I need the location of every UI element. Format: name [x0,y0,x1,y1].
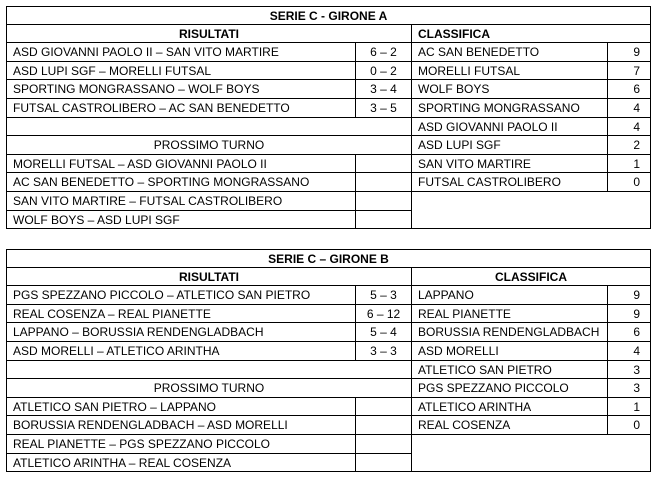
girone-a-result-match: ASD LUPI SGF – MORELLI FUTSAL [6,62,356,81]
girone-a-risultati-header: RISULTATI [6,25,412,44]
girone-a-standing-team: ASD LUPI SGF [412,136,608,155]
girone-a-spacer [6,118,412,137]
girone-a-table [6,6,651,229]
girone-a-standing-points: 0 [608,173,651,192]
girone-a-classifica-header: CLASSIFICA [412,25,651,44]
girone-a-result-score: 0 – 2 [356,62,412,81]
girone-a-standing-empty [412,192,651,211]
girone-a-standing-points: 6 [608,80,651,99]
girone-a-standing-points: 7 [608,62,651,81]
girone-a-result-match: FUTSAL CASTROLIBERO – AC SAN BENEDETTO [6,99,356,118]
girone-b-result-score: 5 – 4 [356,323,412,342]
girone-a-standing-team: AC SAN BENEDETTO [412,43,608,62]
girone-a-result-match: SPORTING MONGRASSANO – WOLF BOYS [6,80,356,99]
girone-b-standing-points: 9 [608,286,651,305]
girone-b-standing-points: 6 [608,323,651,342]
girone-b-standing-team: ASD MORELLI [412,342,608,361]
girone-b-result-match: LAPPANO – BORUSSIA RENDENGLADBACH [6,323,356,342]
girone-b-result-score: 5 – 3 [356,286,412,305]
girone-b-standing-points: 0 [608,416,651,435]
girone-a-next-match: WOLF BOYS – ASD LUPI SGF [6,211,356,230]
girone-a-prossimo-turno-header: PROSSIMO TURNO [6,136,412,155]
girone-b-standing-points: 3 [608,361,651,380]
girone-b-prossimo-turno-header: PROSSIMO TURNO [6,379,412,398]
girone-a-standing-points: 4 [608,118,651,137]
girone-b-title: SERIE C – GIRONE B [6,249,651,268]
girone-b-standing-points: 4 [608,342,651,361]
girone-a-result-score: 6 – 2 [356,43,412,62]
girone-a-standing-team: SPORTING MONGRASSANO [412,99,608,118]
girone-a-standing-team: WOLF BOYS [412,80,608,99]
girone-b-classifica-header: CLASSIFICA [412,268,651,287]
girone-a-standing-team: MORELLI FUTSAL [412,62,608,81]
girone-b-next-match: ATLETICO ARINTHA – REAL COSENZA [6,454,356,473]
girone-a-next-score [356,173,412,192]
girone-a-standing-points: 9 [608,43,651,62]
girone-b-next-score [356,435,412,454]
girone-b-standing-team: BORUSSIA RENDENGLADBACH [412,323,608,342]
girone-b-risultati-header: RISULTATI [6,268,412,287]
girone-b-standing-empty [412,454,651,473]
girone-b-standing-points: 1 [608,398,651,417]
girone-a-standing-points: 2 [608,136,651,155]
girone-a-standing-points: 1 [608,155,651,174]
girone-a-standing-empty [412,211,651,230]
girone-a-title: SERIE C - GIRONE A [6,6,651,25]
girone-b-next-match: ATLETICO SAN PIETRO – LAPPANO [6,398,356,417]
girone-b-standing-points: 3 [608,379,651,398]
girone-b-standing-empty [412,435,651,454]
girone-b-standing-team: ATLETICO SAN PIETRO [412,361,608,380]
girone-a-next-score [356,211,412,230]
girone-b-standing-points: 9 [608,305,651,324]
girone-a-result-score: 3 – 4 [356,80,412,99]
girone-b-spacer [6,361,412,380]
girone-a-next-match: SAN VITO MARTIRE – FUTSAL CASTROLIBERO [6,192,356,211]
girone-a-result-match: ASD GIOVANNI PAOLO II – SAN VITO MARTIRE [6,43,356,62]
girone-a-next-match: AC SAN BENEDETTO – SPORTING MONGRASSANO [6,173,356,192]
girone-a-standing-team: SAN VITO MARTIRE [412,155,608,174]
girone-b-next-score [356,416,412,435]
girone-b-result-match: REAL COSENZA – REAL PIANETTE [6,305,356,324]
girone-b-standing-team: REAL PIANETTE [412,305,608,324]
girone-a-standing-points: 4 [608,99,651,118]
girone-b-next-match: BORUSSIA RENDENGLADBACH – ASD MORELLI [6,416,356,435]
girone-a-next-score [356,155,412,174]
girone-a-standing-team: FUTSAL CASTROLIBERO [412,173,608,192]
girone-b-next-score [356,398,412,417]
girone-b-standing-team: REAL COSENZA [412,416,608,435]
girone-b-next-score [356,454,412,473]
girone-a-next-score [356,192,412,211]
girone-b-standing-team: LAPPANO [412,286,608,305]
girone-b-standing-team: ATLETICO ARINTHA [412,398,608,417]
girone-a-standing-team: ASD GIOVANNI PAOLO II [412,118,608,137]
girone-b-result-match: ASD MORELLI – ATLETICO ARINTHA [6,342,356,361]
girone-b-next-match: REAL PIANETTE – PGS SPEZZANO PICCOLO [6,435,356,454]
girone-b-result-match: PGS SPEZZANO PICCOLO – ATLETICO SAN PIETRO [6,286,356,305]
girone-b-result-score: 6 – 12 [356,305,412,324]
girone-a-result-score: 3 – 5 [356,99,412,118]
girone-b-standing-team: PGS SPEZZANO PICCOLO [412,379,608,398]
girone-b-table [6,249,651,472]
girone-a-next-match: MORELLI FUTSAL – ASD GIOVANNI PAOLO II [6,155,356,174]
girone-b-result-score: 3 – 3 [356,342,412,361]
